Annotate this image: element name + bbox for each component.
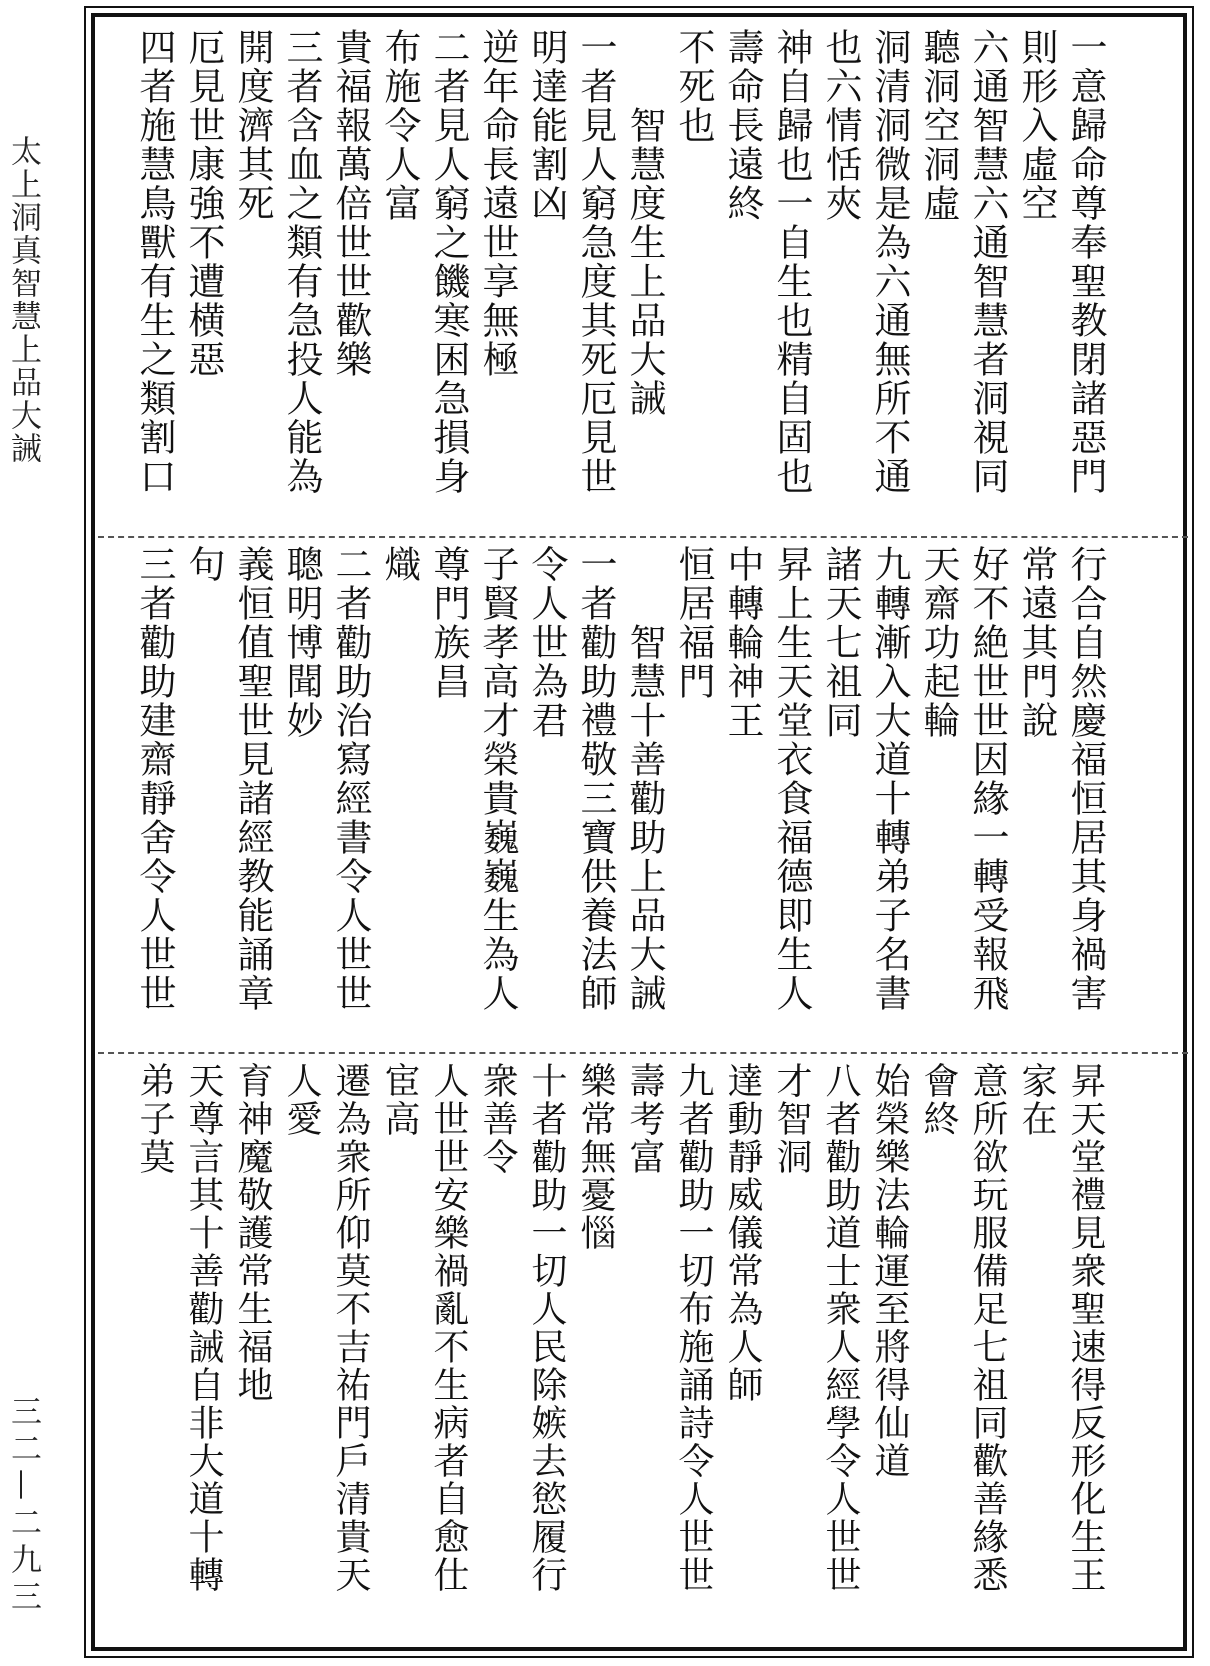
text-column: 樂常無憂惱 [575, 1062, 616, 1252]
text-column: 恒居福門 [672, 545, 715, 701]
text-column: 一意歸命尊奉聖教閉諸惡門則形入虛空 [1015, 28, 1107, 496]
text-column: 意所欲玩服備足七祖同歡善緣悉會終 [918, 1062, 1008, 1594]
text-column: 十者勸助一切人民除嫉去慾履行衆善令 [477, 1062, 567, 1594]
text-column: 三者含血之類有急投人能為開度濟其死 [231, 28, 323, 496]
text-column: 六通智慧六通智慧者洞視同聽洞空洞虛 [917, 28, 1009, 496]
text-column: 熾 [378, 545, 421, 584]
text-column: 逆年命長遠世享無極 [476, 28, 519, 379]
text-column: 二者勸助治寫經書令人世世聰明博聞妙 [280, 545, 372, 1013]
text-panel-2 [130, 545, 1110, 1045]
panel-1-text [130, 28, 1110, 528]
text-column: 二者見人窮之饑寒困急損身布施令人富 [378, 28, 470, 496]
text-column: 行合自然慶福恒居其身禍害常遠其門說 [1015, 545, 1107, 1013]
text-column: 貴福報萬倍世世歡樂 [329, 28, 372, 379]
text-column: 不死也 [672, 28, 715, 145]
text-column: 智慧十善勸助上品大誡 [623, 545, 666, 1013]
text-column: 智慧度生上品大誡 [623, 28, 666, 418]
text-column: 子賢孝高才榮貴巍巍生為人尊門族昌 [427, 545, 519, 1013]
text-column: 育神魔敬護常生福地 [232, 1062, 273, 1404]
panel-3-text [130, 1062, 1110, 1622]
text-column: 九者勸助一切布施誦詩令人世世壽考富 [624, 1062, 714, 1594]
text-column: 好不絶世世因緣一轉受報飛天齋功起輪 [917, 545, 1009, 1013]
margin-title: 太上洞真智慧上品大誡 [5, 135, 41, 465]
text-column: 厄見世康強不遭横惡 [182, 28, 225, 379]
text-column: 達動靜威儀常為人師 [722, 1062, 763, 1404]
panel-divider [98, 1052, 1188, 1054]
text-column: 遷為衆所仰莫不吉祐門戶清貴天人愛 [281, 1062, 371, 1594]
panel-2-text [130, 545, 1110, 1045]
text-column: 義恒值聖世見諸經教能誦章句 [182, 545, 274, 1013]
text-column: 始榮樂法輪運至將得仙道 [869, 1062, 910, 1480]
margin-page-number: 三二—二九三 [5, 1395, 41, 1617]
text-column: 三者勸助建齋靜舍令人世世 [133, 545, 176, 1013]
text-column: 昇天堂禮見衆聖速得反形化生王家在 [1016, 1062, 1106, 1594]
text-column: 八者勸助道士衆人經學令人世世才智洞 [771, 1062, 861, 1594]
text-column: 九轉漸入大道十轉弟子名書諸天七祖同 [819, 545, 911, 1013]
text-panel-1 [130, 28, 1110, 528]
text-column: 四者施慧鳥獸有生之類割口 [133, 28, 176, 496]
text-column: 一者見人窮急度其死厄見世明達能割凶 [525, 28, 617, 496]
text-column: 昇上生天堂衣食福德即生人中轉輪神王 [721, 545, 813, 1013]
text-column: 人世世安樂禍亂不生病者自愈仕宦高 [379, 1062, 469, 1594]
text-panel-3 [130, 1062, 1110, 1622]
text-column: 洞清洞微是為六通無所不通也六情恬夾 [819, 28, 911, 496]
text-column: 天尊言其十善勸誡自非大道十轉弟子莫 [134, 1062, 224, 1594]
text-column: 一者勸助禮敬三寶供養法師令人世為君 [525, 545, 617, 1013]
panel-divider [98, 536, 1188, 538]
text-column: 神自歸也一自生也精自固也壽命長遠終 [721, 28, 813, 496]
